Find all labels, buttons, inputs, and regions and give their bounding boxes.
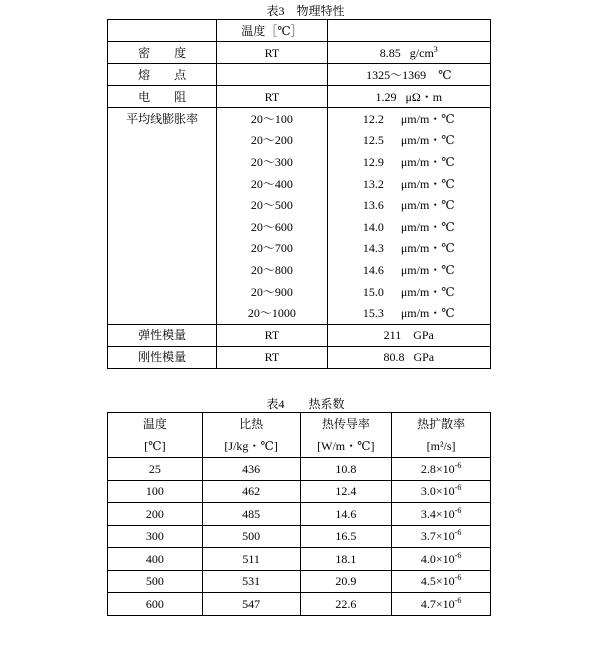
cell-temp: 25: [108, 458, 203, 481]
unit-specific-heat: [J/kg・℃]: [202, 435, 300, 458]
table-row: [108, 570, 491, 593]
cell-diffusivity: [392, 570, 491, 593]
expansion-value: [327, 130, 490, 152]
header-specific-heat: 比热: [202, 413, 300, 436]
unit: GPa: [413, 328, 434, 343]
diffusivity-mantissa: 2.8×10: [420, 461, 455, 476]
row-temp: RT: [217, 42, 327, 64]
expansion-value: [327, 302, 490, 324]
unit: μm/m・℃: [400, 284, 455, 299]
unit: μm/m・℃: [400, 306, 455, 321]
cell-temp: 300: [108, 525, 203, 548]
header-value: [327, 20, 490, 42]
expansion-temp: 20～200: [217, 130, 327, 152]
unit-superscript: 3: [433, 44, 438, 54]
cell-specific-heat: 436: [202, 458, 300, 481]
unit: g/cm: [409, 45, 434, 60]
cell-diffusivity: [392, 593, 491, 616]
row-label-density: 密 度: [108, 42, 217, 64]
row-value-elastic-modulus: [327, 324, 490, 346]
diffusivity-exponent: -6: [454, 505, 462, 515]
diffusivity-mantissa: 4.0×10: [420, 551, 455, 566]
cell-specific-heat: 547: [202, 593, 300, 616]
row-value-shear-modulus: [327, 346, 490, 368]
table-row: [108, 64, 491, 86]
table-header-row: [108, 20, 491, 42]
row-label-shear-modulus: 刚性模量: [108, 346, 217, 368]
unit-diffusivity: [m²/s]: [392, 435, 491, 458]
header-conductivity: 热传导率: [300, 413, 392, 436]
table-row: [108, 42, 491, 64]
table4-caption: 表4 热系数: [266, 397, 345, 411]
cell-conductivity: 20.9: [300, 570, 392, 593]
header-temperature: 温度［℃］: [217, 20, 327, 42]
table-row: [108, 548, 491, 571]
thermal-coefficients-table: [107, 412, 491, 616]
cell-diffusivity: [392, 480, 491, 503]
value: 1.29: [375, 89, 397, 104]
row-value-melting-point: 1325～1369 ℃: [327, 64, 490, 86]
row-label-melting-point: 熔 点: [108, 64, 217, 86]
value: 14.0: [362, 219, 384, 234]
table-row: [108, 480, 491, 503]
expansion-temp: 20～800: [217, 259, 327, 281]
diffusivity-mantissa: 3.0×10: [420, 484, 455, 499]
diffusivity-mantissa: 3.7×10: [420, 529, 455, 544]
cell-diffusivity: [392, 458, 491, 481]
row-label-expansion: 平均线膨胀率: [108, 108, 217, 325]
cell-diffusivity: [392, 548, 491, 571]
expansion-temp: 20～100: [217, 108, 327, 130]
cell-conductivity: 18.1: [300, 548, 392, 571]
value: 12.2: [362, 111, 384, 126]
value: 12.9: [362, 154, 384, 169]
expansion-temp: 20～500: [217, 194, 327, 216]
diffusivity-mantissa: 3.4×10: [420, 506, 455, 521]
table3-caption: 表3 物理特性: [266, 4, 345, 18]
expansion-value: [327, 194, 490, 216]
unit: μm/m・℃: [400, 176, 455, 191]
row-value-density: [327, 42, 490, 64]
table-header-row: [108, 413, 491, 436]
cell-temp: 500: [108, 570, 203, 593]
cell-conductivity: 12.4: [300, 480, 392, 503]
table-row: [108, 86, 491, 108]
expansion-value: [327, 238, 490, 260]
diffusivity-mantissa: 4.5×10: [420, 574, 455, 589]
row-temp: RT: [217, 324, 327, 346]
value: 8.85: [379, 45, 401, 60]
expansion-temp: 20～700: [217, 238, 327, 260]
row-temp: RT: [217, 346, 327, 368]
value: 15.0: [362, 284, 384, 299]
unit-temperature: [℃]: [108, 435, 203, 458]
cell-specific-heat: 511: [202, 548, 300, 571]
expansion-value: [327, 216, 490, 238]
cell-diffusivity: [392, 525, 491, 548]
row-temp: [217, 64, 327, 86]
unit: μm/m・℃: [400, 262, 455, 277]
expansion-value: [327, 173, 490, 195]
table-row: [108, 593, 491, 616]
expansion-value: [327, 259, 490, 281]
value: 12.5: [362, 133, 384, 148]
header-diffusivity: 热扩散率: [392, 413, 491, 436]
cell-specific-heat: 500: [202, 525, 300, 548]
expansion-temp: 20～300: [217, 151, 327, 173]
value: 14.3: [362, 241, 384, 256]
row-label-elastic-modulus: 弹性模量: [108, 324, 217, 346]
row-value-resistance: [327, 86, 490, 108]
expansion-value: [327, 151, 490, 173]
expansion-row: [108, 108, 491, 130]
diffusivity-exponent: -6: [454, 528, 462, 538]
table-row: [108, 346, 491, 368]
value: 80.8: [383, 350, 405, 365]
diffusivity-exponent: -6: [454, 460, 462, 470]
expansion-temp: 20～900: [217, 281, 327, 303]
value: 15.3: [362, 306, 384, 321]
unit: μΩ・m: [405, 89, 443, 104]
table-row: [108, 458, 491, 481]
cell-temp: 400: [108, 548, 203, 571]
value: 13.6: [362, 198, 384, 213]
unit: μm/m・℃: [400, 198, 455, 213]
expansion-value: [327, 281, 490, 303]
cell-specific-heat: 531: [202, 570, 300, 593]
table-row: [108, 324, 491, 346]
table-row: [108, 503, 491, 526]
expansion-temp: 20～400: [217, 173, 327, 195]
diffusivity-mantissa: 4.7×10: [420, 596, 455, 611]
unit: GPa: [413, 350, 435, 365]
value: 13.2: [362, 176, 384, 191]
cell-specific-heat: 485: [202, 503, 300, 526]
unit-conductivity: [W/m・℃]: [300, 435, 392, 458]
value: 14.6: [362, 262, 384, 277]
row-temp: RT: [217, 86, 327, 108]
unit: μm/m・℃: [400, 219, 455, 234]
diffusivity-exponent: -6: [454, 550, 462, 560]
header-temperature: 温度: [108, 413, 203, 436]
cell-conductivity: 10.8: [300, 458, 392, 481]
expansion-value: [327, 108, 490, 130]
expansion-temp: 20～1000: [217, 302, 327, 324]
table-row: [108, 525, 491, 548]
unit: μm/m・℃: [400, 133, 455, 148]
physical-properties-table: [107, 19, 491, 369]
cell-specific-heat: 462: [202, 480, 300, 503]
diffusivity-exponent: -6: [454, 595, 462, 605]
unit: μm/m・℃: [400, 154, 455, 169]
unit: μm/m・℃: [400, 111, 455, 126]
row-label-resistance: 电 阻: [108, 86, 217, 108]
unit: μm/m・℃: [400, 241, 455, 256]
expansion-temp: 20～600: [217, 216, 327, 238]
header-empty-cell: [108, 20, 217, 42]
cell-conductivity: 14.6: [300, 503, 392, 526]
value: 211: [383, 328, 402, 343]
cell-temp: 200: [108, 503, 203, 526]
table-units-row: [108, 435, 491, 458]
cell-temp: 600: [108, 593, 203, 616]
diffusivity-exponent: -6: [454, 573, 462, 583]
diffusivity-exponent: -6: [454, 483, 462, 493]
cell-conductivity: 16.5: [300, 525, 392, 548]
cell-temp: 100: [108, 480, 203, 503]
cell-diffusivity: [392, 503, 491, 526]
cell-conductivity: 22.6: [300, 593, 392, 616]
